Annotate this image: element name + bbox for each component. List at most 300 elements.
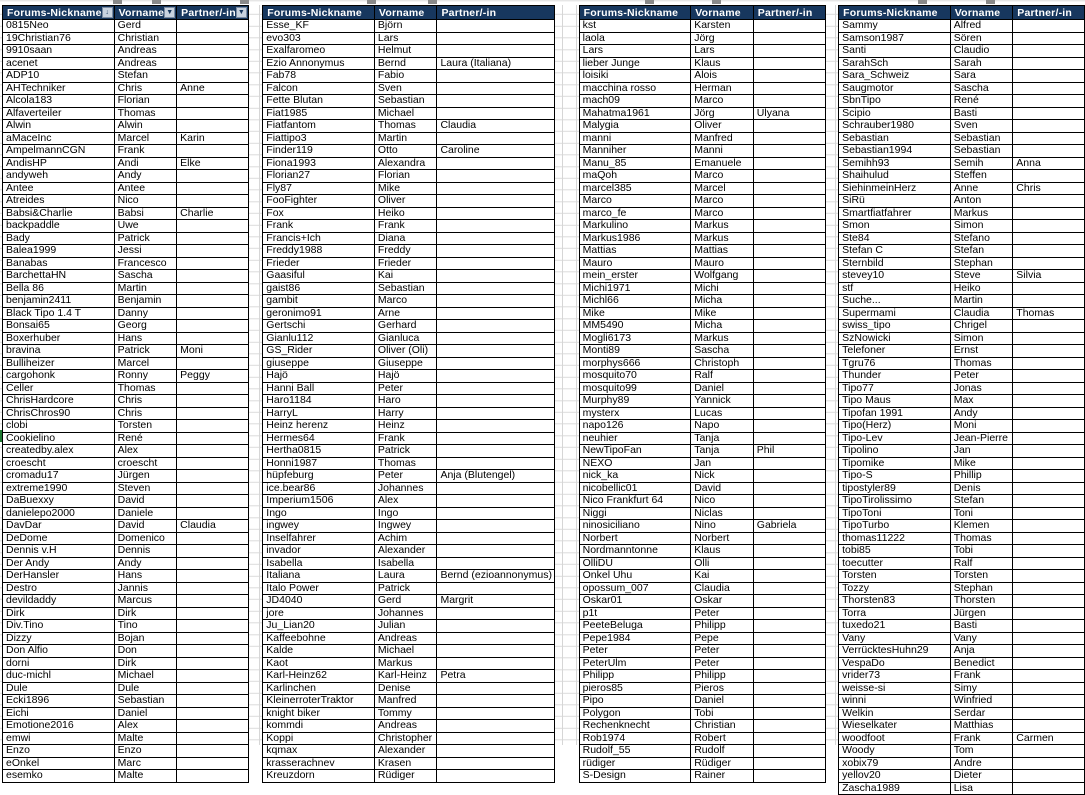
firstname-cell[interactable]: Klemen xyxy=(951,520,1014,533)
nickname-cell[interactable]: Tipo(Herz) xyxy=(839,420,951,433)
firstname-cell[interactable]: Marcel xyxy=(115,133,178,146)
partner-cell[interactable] xyxy=(437,708,554,721)
partner-cell[interactable] xyxy=(754,595,826,608)
firstname-cell[interactable]: Rüdiger xyxy=(691,758,754,771)
nickname-cell[interactable]: mosquito70 xyxy=(580,370,692,383)
nickname-cell[interactable]: HarryL xyxy=(263,408,375,421)
nickname-cell[interactable]: Dizzy xyxy=(3,633,115,646)
firstname-cell[interactable]: Oskar xyxy=(691,595,754,608)
nickname-cell[interactable]: Dirk xyxy=(3,608,115,621)
partner-cell[interactable] xyxy=(1013,545,1085,558)
nickname-cell[interactable]: Oskar01 xyxy=(580,595,692,608)
firstname-cell[interactable]: Jessi xyxy=(115,245,178,258)
nickname-cell[interactable]: stf xyxy=(839,283,951,296)
partner-cell[interactable] xyxy=(1013,45,1085,58)
partner-cell[interactable] xyxy=(754,45,826,58)
firstname-cell[interactable]: Daniel xyxy=(691,695,754,708)
partner-cell[interactable] xyxy=(437,458,554,471)
column-header-forums-nickname[interactable] xyxy=(580,6,692,20)
partner-cell[interactable] xyxy=(177,758,249,771)
partner-cell[interactable] xyxy=(1013,295,1085,308)
firstname-cell[interactable]: Rüdiger xyxy=(375,770,438,783)
nickname-cell[interactable]: Alfaverteiler xyxy=(3,108,115,121)
partner-cell[interactable] xyxy=(177,458,249,471)
nickname-cell[interactable]: Fiatfantom xyxy=(263,120,375,133)
firstname-cell[interactable]: Anne xyxy=(951,183,1014,196)
firstname-cell[interactable]: Frank xyxy=(951,670,1014,683)
partner-cell[interactable] xyxy=(754,145,826,158)
nickname-cell[interactable]: emwi xyxy=(3,733,115,746)
firstname-cell[interactable]: Peter xyxy=(375,383,438,396)
firstname-cell[interactable]: David xyxy=(115,495,178,508)
firstname-cell[interactable]: Frank xyxy=(951,733,1014,746)
nickname-cell[interactable]: Fiattipo3 xyxy=(263,133,375,146)
partner-cell[interactable] xyxy=(177,445,249,458)
firstname-cell[interactable]: Marco xyxy=(375,295,438,308)
nickname-cell[interactable]: PeterUlm xyxy=(580,658,692,671)
partner-cell[interactable] xyxy=(1013,783,1085,795)
firstname-cell[interactable]: Andy xyxy=(115,170,178,183)
firstname-cell[interactable]: Achim xyxy=(375,533,438,546)
firstname-cell[interactable]: Nico xyxy=(115,195,178,208)
nickname-cell[interactable]: extreme1990 xyxy=(3,483,115,496)
partner-cell[interactable] xyxy=(437,733,554,746)
firstname-cell[interactable]: Markus xyxy=(375,658,438,671)
partner-cell[interactable] xyxy=(1013,358,1085,371)
nickname-cell[interactable]: Ju_Lian20 xyxy=(263,620,375,633)
partner-cell[interactable] xyxy=(177,308,249,321)
nickname-cell[interactable]: Manniher xyxy=(580,145,692,158)
partner-cell[interactable] xyxy=(1013,533,1085,546)
partner-cell[interactable] xyxy=(437,520,554,533)
nickname-cell[interactable]: Samson1987 xyxy=(839,33,951,46)
partner-cell[interactable] xyxy=(437,258,554,271)
firstname-cell[interactable]: Patrick xyxy=(115,233,178,246)
partner-cell[interactable] xyxy=(754,420,826,433)
nickname-cell[interactable]: VerrücktesHuhn29 xyxy=(839,645,951,658)
partner-cell[interactable] xyxy=(754,33,826,46)
firstname-cell[interactable]: Krasen xyxy=(375,758,438,771)
partner-cell[interactable]: Bernd (ezioannonymus) xyxy=(437,570,554,583)
partner-cell[interactable]: Phil xyxy=(754,445,826,458)
nickname-cell[interactable]: Telefoner xyxy=(839,345,951,358)
firstname-cell[interactable]: Markus xyxy=(951,208,1014,221)
partner-cell[interactable]: Petra xyxy=(437,670,554,683)
partner-cell[interactable] xyxy=(437,33,554,46)
firstname-cell[interactable]: Andy xyxy=(115,558,178,571)
nickname-cell[interactable]: Sara_Schweiz xyxy=(839,70,951,83)
firstname-cell[interactable]: Fabio xyxy=(375,70,438,83)
firstname-cell[interactable]: Sebastian xyxy=(375,283,438,296)
partner-cell[interactable] xyxy=(1013,595,1085,608)
firstname-cell[interactable]: Mauro xyxy=(691,258,754,271)
nickname-cell[interactable]: Exalfaromeo xyxy=(263,45,375,58)
partner-cell[interactable] xyxy=(1013,558,1085,571)
partner-cell[interactable] xyxy=(1013,495,1085,508)
partner-cell[interactable] xyxy=(1013,345,1085,358)
partner-cell[interactable] xyxy=(1013,58,1085,71)
partner-cell[interactable] xyxy=(1013,620,1085,633)
firstname-cell[interactable]: Sara xyxy=(951,70,1014,83)
nickname-cell[interactable]: GS_Rider xyxy=(263,345,375,358)
firstname-cell[interactable]: Rudolf xyxy=(691,745,754,758)
firstname-cell[interactable]: Sebastian xyxy=(115,695,178,708)
firstname-cell[interactable]: Torsten xyxy=(115,420,178,433)
firstname-cell[interactable]: Klaus xyxy=(691,545,754,558)
partner-cell[interactable] xyxy=(177,508,249,521)
firstname-cell[interactable]: Jörg xyxy=(691,108,754,121)
nickname-cell[interactable]: Rob1974 xyxy=(580,733,692,746)
firstname-cell[interactable]: Chrigel xyxy=(951,320,1014,333)
firstname-cell[interactable]: Max xyxy=(951,395,1014,408)
partner-cell[interactable] xyxy=(437,20,554,33)
partner-cell[interactable] xyxy=(1013,720,1085,733)
nickname-cell[interactable]: createdby.alex xyxy=(3,445,115,458)
nickname-cell[interactable]: Fly87 xyxy=(263,183,375,196)
nickname-cell[interactable]: Italo Power xyxy=(263,583,375,596)
nickname-cell[interactable]: pieros85 xyxy=(580,683,692,696)
nickname-cell[interactable]: bravina xyxy=(3,345,115,358)
partner-cell[interactable] xyxy=(1013,508,1085,521)
nickname-cell[interactable]: AndisHP xyxy=(3,158,115,171)
partner-cell[interactable] xyxy=(177,170,249,183)
firstname-cell[interactable]: Julian xyxy=(375,620,438,633)
partner-cell[interactable]: Caroline xyxy=(437,145,554,158)
partner-cell[interactable] xyxy=(1013,520,1085,533)
column-header-forums-nickname[interactable] xyxy=(3,6,115,20)
firstname-cell[interactable]: Nick xyxy=(691,470,754,483)
firstname-cell[interactable]: Marcel xyxy=(691,183,754,196)
firstname-cell[interactable]: Oliver xyxy=(375,195,438,208)
firstname-cell[interactable]: Ernst xyxy=(951,345,1014,358)
firstname-cell[interactable]: David xyxy=(115,520,178,533)
column-header-vorname[interactable] xyxy=(375,6,438,20)
nickname-cell[interactable]: Woody xyxy=(839,745,951,758)
partner-cell[interactable] xyxy=(437,620,554,633)
nickname-cell[interactable]: Dule xyxy=(3,683,115,696)
nickname-cell[interactable]: neuhier xyxy=(580,433,692,446)
column-header-vorname[interactable] xyxy=(691,6,754,20)
partner-cell[interactable] xyxy=(437,483,554,496)
partner-cell[interactable] xyxy=(437,133,554,146)
firstname-cell[interactable]: Andreas xyxy=(115,45,178,58)
partner-cell[interactable] xyxy=(1013,245,1085,258)
partner-cell[interactable] xyxy=(177,220,249,233)
nickname-cell[interactable]: Finder119 xyxy=(263,145,375,158)
firstname-cell[interactable]: Rainer xyxy=(691,770,754,783)
firstname-cell[interactable]: Jürgen xyxy=(951,608,1014,621)
firstname-cell[interactable]: Isabella xyxy=(375,558,438,571)
nickname-cell[interactable]: thomas11222 xyxy=(839,533,951,546)
firstname-cell[interactable]: Vany xyxy=(951,633,1014,646)
nickname-cell[interactable]: S-Design xyxy=(580,770,692,783)
partner-cell[interactable] xyxy=(754,295,826,308)
nickname-cell[interactable]: Gertschi xyxy=(263,320,375,333)
partner-cell[interactable] xyxy=(177,183,249,196)
firstname-cell[interactable]: Jörg xyxy=(691,33,754,46)
partner-cell[interactable] xyxy=(177,733,249,746)
partner-cell[interactable] xyxy=(177,408,249,421)
firstname-cell[interactable]: Florian xyxy=(115,95,178,108)
partner-cell[interactable] xyxy=(437,220,554,233)
firstname-cell[interactable]: Hans xyxy=(115,333,178,346)
nickname-cell[interactable]: DerHansler xyxy=(3,570,115,583)
partner-cell[interactable] xyxy=(754,620,826,633)
nickname-cell[interactable]: ice.bear86 xyxy=(263,483,375,496)
firstname-cell[interactable]: Peter xyxy=(691,658,754,671)
nickname-cell[interactable]: ChrisChros90 xyxy=(3,408,115,421)
firstname-cell[interactable]: Sebastian xyxy=(951,145,1014,158)
partner-cell[interactable] xyxy=(177,645,249,658)
firstname-cell[interactable]: Michael xyxy=(115,670,178,683)
partner-cell[interactable] xyxy=(437,70,554,83)
partner-cell[interactable] xyxy=(754,408,826,421)
firstname-cell[interactable]: Alex xyxy=(375,495,438,508)
partner-cell[interactable] xyxy=(437,370,554,383)
firstname-cell[interactable]: Alex xyxy=(115,445,178,458)
nickname-cell[interactable]: Scipio xyxy=(839,108,951,121)
partner-cell[interactable] xyxy=(437,408,554,421)
firstname-cell[interactable]: Steven xyxy=(115,483,178,496)
firstname-cell[interactable]: Tobi xyxy=(951,545,1014,558)
partner-cell[interactable] xyxy=(177,495,249,508)
nickname-cell[interactable]: Tipo-Lev xyxy=(839,433,951,446)
firstname-cell[interactable]: Gerd xyxy=(375,595,438,608)
partner-cell[interactable] xyxy=(437,745,554,758)
partner-cell[interactable] xyxy=(754,658,826,671)
partner-cell[interactable] xyxy=(1013,70,1085,83)
partner-cell[interactable] xyxy=(177,570,249,583)
partner-cell[interactable] xyxy=(177,333,249,346)
partner-cell[interactable] xyxy=(177,245,249,258)
firstname-cell[interactable]: Helmut xyxy=(375,45,438,58)
partner-cell[interactable] xyxy=(1013,258,1085,271)
firstname-cell[interactable]: Johannes xyxy=(375,483,438,496)
nickname-cell[interactable]: Koppi xyxy=(263,733,375,746)
partner-cell[interactable] xyxy=(177,283,249,296)
firstname-cell[interactable]: Domenico xyxy=(115,533,178,546)
partner-cell[interactable]: Anna xyxy=(1013,158,1085,171)
firstname-cell[interactable]: Oliver xyxy=(691,120,754,133)
partner-cell[interactable] xyxy=(437,695,554,708)
partner-cell[interactable] xyxy=(1013,470,1085,483)
partner-cell[interactable] xyxy=(754,258,826,271)
nickname-cell[interactable]: Ezio Annonymus xyxy=(263,58,375,71)
nickname-cell[interactable]: Black Tipo 1.4 T xyxy=(3,308,115,321)
column-header-vorname[interactable] xyxy=(115,6,178,20)
firstname-cell[interactable]: Andreas xyxy=(115,58,178,71)
firstname-cell[interactable]: Philipp xyxy=(691,620,754,633)
firstname-cell[interactable]: Thomas xyxy=(951,358,1014,371)
firstname-cell[interactable]: Stefan xyxy=(951,495,1014,508)
nickname-cell[interactable]: tuxedo21 xyxy=(839,620,951,633)
partner-cell[interactable] xyxy=(1013,233,1085,246)
firstname-cell[interactable]: Sascha xyxy=(951,83,1014,96)
firstname-cell[interactable]: Gerhard xyxy=(375,320,438,333)
firstname-cell[interactable]: Simon xyxy=(951,333,1014,346)
firstname-cell[interactable]: Diana xyxy=(375,233,438,246)
firstname-cell[interactable]: Dirk xyxy=(115,608,178,621)
partner-cell[interactable]: Margrit xyxy=(437,595,554,608)
firstname-cell[interactable]: Micha xyxy=(691,320,754,333)
partner-cell[interactable] xyxy=(1013,408,1085,421)
firstname-cell[interactable]: Hajö xyxy=(375,370,438,383)
firstname-cell[interactable]: Patrick xyxy=(375,445,438,458)
nickname-cell[interactable]: Onkel Uhu xyxy=(580,570,692,583)
partner-cell[interactable] xyxy=(754,195,826,208)
partner-cell[interactable] xyxy=(754,545,826,558)
firstname-cell[interactable]: Semih xyxy=(951,158,1014,171)
nickname-cell[interactable]: Torra xyxy=(839,608,951,621)
firstname-cell[interactable]: Peter xyxy=(375,470,438,483)
firstname-cell[interactable]: Michael xyxy=(375,645,438,658)
firstname-cell[interactable]: Danny xyxy=(115,308,178,321)
firstname-cell[interactable]: Dieter xyxy=(951,770,1014,783)
partner-cell[interactable] xyxy=(437,333,554,346)
nickname-cell[interactable]: backpaddle xyxy=(3,220,115,233)
partner-cell[interactable] xyxy=(437,295,554,308)
nickname-cell[interactable]: Tipolino xyxy=(839,445,951,458)
partner-cell[interactable] xyxy=(1013,633,1085,646)
nickname-cell[interactable]: Sammy xyxy=(839,20,951,33)
nickname-cell[interactable]: SzNowicki xyxy=(839,333,951,346)
nickname-cell[interactable]: Welkin xyxy=(839,708,951,721)
firstname-cell[interactable]: Frieder xyxy=(375,258,438,271)
partner-cell[interactable] xyxy=(177,658,249,671)
nickname-cell[interactable]: lieber Junge xyxy=(580,58,692,71)
nickname-cell[interactable]: Fab78 xyxy=(263,70,375,83)
nickname-cell[interactable]: Santi xyxy=(839,45,951,58)
nickname-cell[interactable]: SbnTipo xyxy=(839,95,951,108)
nickname-cell[interactable]: Norbert xyxy=(580,533,692,546)
nickname-cell[interactable]: mosquito99 xyxy=(580,383,692,396)
firstname-cell[interactable]: Claudio xyxy=(951,45,1014,58)
partner-cell[interactable] xyxy=(754,308,826,321)
nickname-cell[interactable]: tobi85 xyxy=(839,545,951,558)
nickname-cell[interactable]: ingwey xyxy=(263,520,375,533)
partner-cell[interactable] xyxy=(754,370,826,383)
nickname-cell[interactable]: stevey10 xyxy=(839,270,951,283)
partner-cell[interactable] xyxy=(1013,395,1085,408)
firstname-cell[interactable]: Stephan xyxy=(951,583,1014,596)
partner-cell[interactable] xyxy=(177,58,249,71)
firstname-cell[interactable]: Daniel xyxy=(691,383,754,396)
partner-cell[interactable] xyxy=(1013,320,1085,333)
firstname-cell[interactable]: Christian xyxy=(115,33,178,46)
nickname-cell[interactable]: Celler xyxy=(3,383,115,396)
nickname-cell[interactable]: dorni xyxy=(3,658,115,671)
nickname-cell[interactable]: toecutter xyxy=(839,558,951,571)
firstname-cell[interactable]: Kai xyxy=(375,270,438,283)
nickname-cell[interactable]: Marco xyxy=(580,195,692,208)
nickname-cell[interactable]: Semihh93 xyxy=(839,158,951,171)
nickname-cell[interactable]: Sebastian1994 xyxy=(839,145,951,158)
partner-cell[interactable] xyxy=(754,383,826,396)
nickname-cell[interactable]: Mogli6173 xyxy=(580,333,692,346)
firstname-cell[interactable]: Tino xyxy=(115,620,178,633)
partner-cell[interactable] xyxy=(177,420,249,433)
partner-cell[interactable] xyxy=(754,170,826,183)
nickname-cell[interactable]: ninosiciliano xyxy=(580,520,692,533)
nickname-cell[interactable]: DavDar xyxy=(3,520,115,533)
partner-cell[interactable] xyxy=(1013,483,1085,496)
firstname-cell[interactable]: Andi xyxy=(115,158,178,171)
firstname-cell[interactable]: Niclas xyxy=(691,508,754,521)
firstname-cell[interactable]: Ralf xyxy=(691,370,754,383)
partner-cell[interactable] xyxy=(437,158,554,171)
nickname-cell[interactable]: FooFighter xyxy=(263,195,375,208)
partner-cell[interactable] xyxy=(754,270,826,283)
nickname-cell[interactable]: hüpfeburg xyxy=(263,470,375,483)
partner-cell[interactable] xyxy=(754,433,826,446)
partner-cell[interactable] xyxy=(437,683,554,696)
firstname-cell[interactable]: Serdar xyxy=(951,708,1014,721)
nickname-cell[interactable]: Florian27 xyxy=(263,170,375,183)
partner-cell[interactable] xyxy=(754,558,826,571)
partner-cell[interactable] xyxy=(1013,170,1085,183)
nickname-cell[interactable]: cromadu17 xyxy=(3,470,115,483)
nickname-cell[interactable]: Manu_85 xyxy=(580,158,692,171)
firstname-cell[interactable]: Manfred xyxy=(691,133,754,146)
nickname-cell[interactable]: Thunder xyxy=(839,370,951,383)
firstname-cell[interactable]: Thomas xyxy=(115,383,178,396)
partner-cell[interactable] xyxy=(177,295,249,308)
firstname-cell[interactable]: Björn xyxy=(375,20,438,33)
firstname-cell[interactable]: Frank xyxy=(115,145,178,158)
partner-cell[interactable] xyxy=(1013,83,1085,96)
nickname-cell[interactable]: Philipp xyxy=(580,670,692,683)
partner-cell[interactable] xyxy=(177,395,249,408)
partner-cell[interactable] xyxy=(177,683,249,696)
nickname-cell[interactable]: MM5490 xyxy=(580,320,692,333)
partner-cell[interactable] xyxy=(177,108,249,121)
partner-cell[interactable] xyxy=(177,558,249,571)
partner-cell[interactable]: Charlie xyxy=(177,208,249,221)
nickname-cell[interactable]: OlliDU xyxy=(580,558,692,571)
partner-cell[interactable] xyxy=(1013,95,1085,108)
firstname-cell[interactable]: Gerd xyxy=(115,20,178,33)
nickname-cell[interactable]: Fiat1985 xyxy=(263,108,375,121)
partner-cell[interactable] xyxy=(437,283,554,296)
partner-cell[interactable] xyxy=(754,458,826,471)
firstname-cell[interactable]: Jürgen xyxy=(115,470,178,483)
firstname-cell[interactable]: Alexander xyxy=(375,745,438,758)
nickname-cell[interactable]: krasserachnev xyxy=(263,758,375,771)
nickname-cell[interactable]: marco_fe xyxy=(580,208,692,221)
nickname-cell[interactable]: AHTechniker xyxy=(3,83,115,96)
partner-cell[interactable] xyxy=(1013,445,1085,458)
firstname-cell[interactable]: Lars xyxy=(375,33,438,46)
firstname-cell[interactable]: Andreas xyxy=(375,633,438,646)
nickname-cell[interactable]: cargohonk xyxy=(3,370,115,383)
column-header-forums-nickname[interactable] xyxy=(263,6,375,20)
firstname-cell[interactable]: Dennis xyxy=(115,545,178,558)
firstname-cell[interactable]: Gianluca xyxy=(375,333,438,346)
partner-cell[interactable] xyxy=(177,433,249,446)
partner-cell[interactable] xyxy=(1013,20,1085,33)
firstname-cell[interactable]: Pepe xyxy=(691,633,754,646)
firstname-cell[interactable]: Laura xyxy=(375,570,438,583)
partner-cell[interactable]: Thomas xyxy=(1013,308,1085,321)
nickname-cell[interactable]: Kaffeebohne xyxy=(263,633,375,646)
partner-cell[interactable] xyxy=(177,695,249,708)
firstname-cell[interactable]: Sascha xyxy=(691,345,754,358)
partner-cell[interactable] xyxy=(437,445,554,458)
firstname-cell[interactable]: Peter xyxy=(951,370,1014,383)
firstname-cell[interactable]: Thorsten xyxy=(951,595,1014,608)
partner-cell[interactable] xyxy=(1013,145,1085,158)
firstname-cell[interactable]: croescht xyxy=(115,458,178,471)
